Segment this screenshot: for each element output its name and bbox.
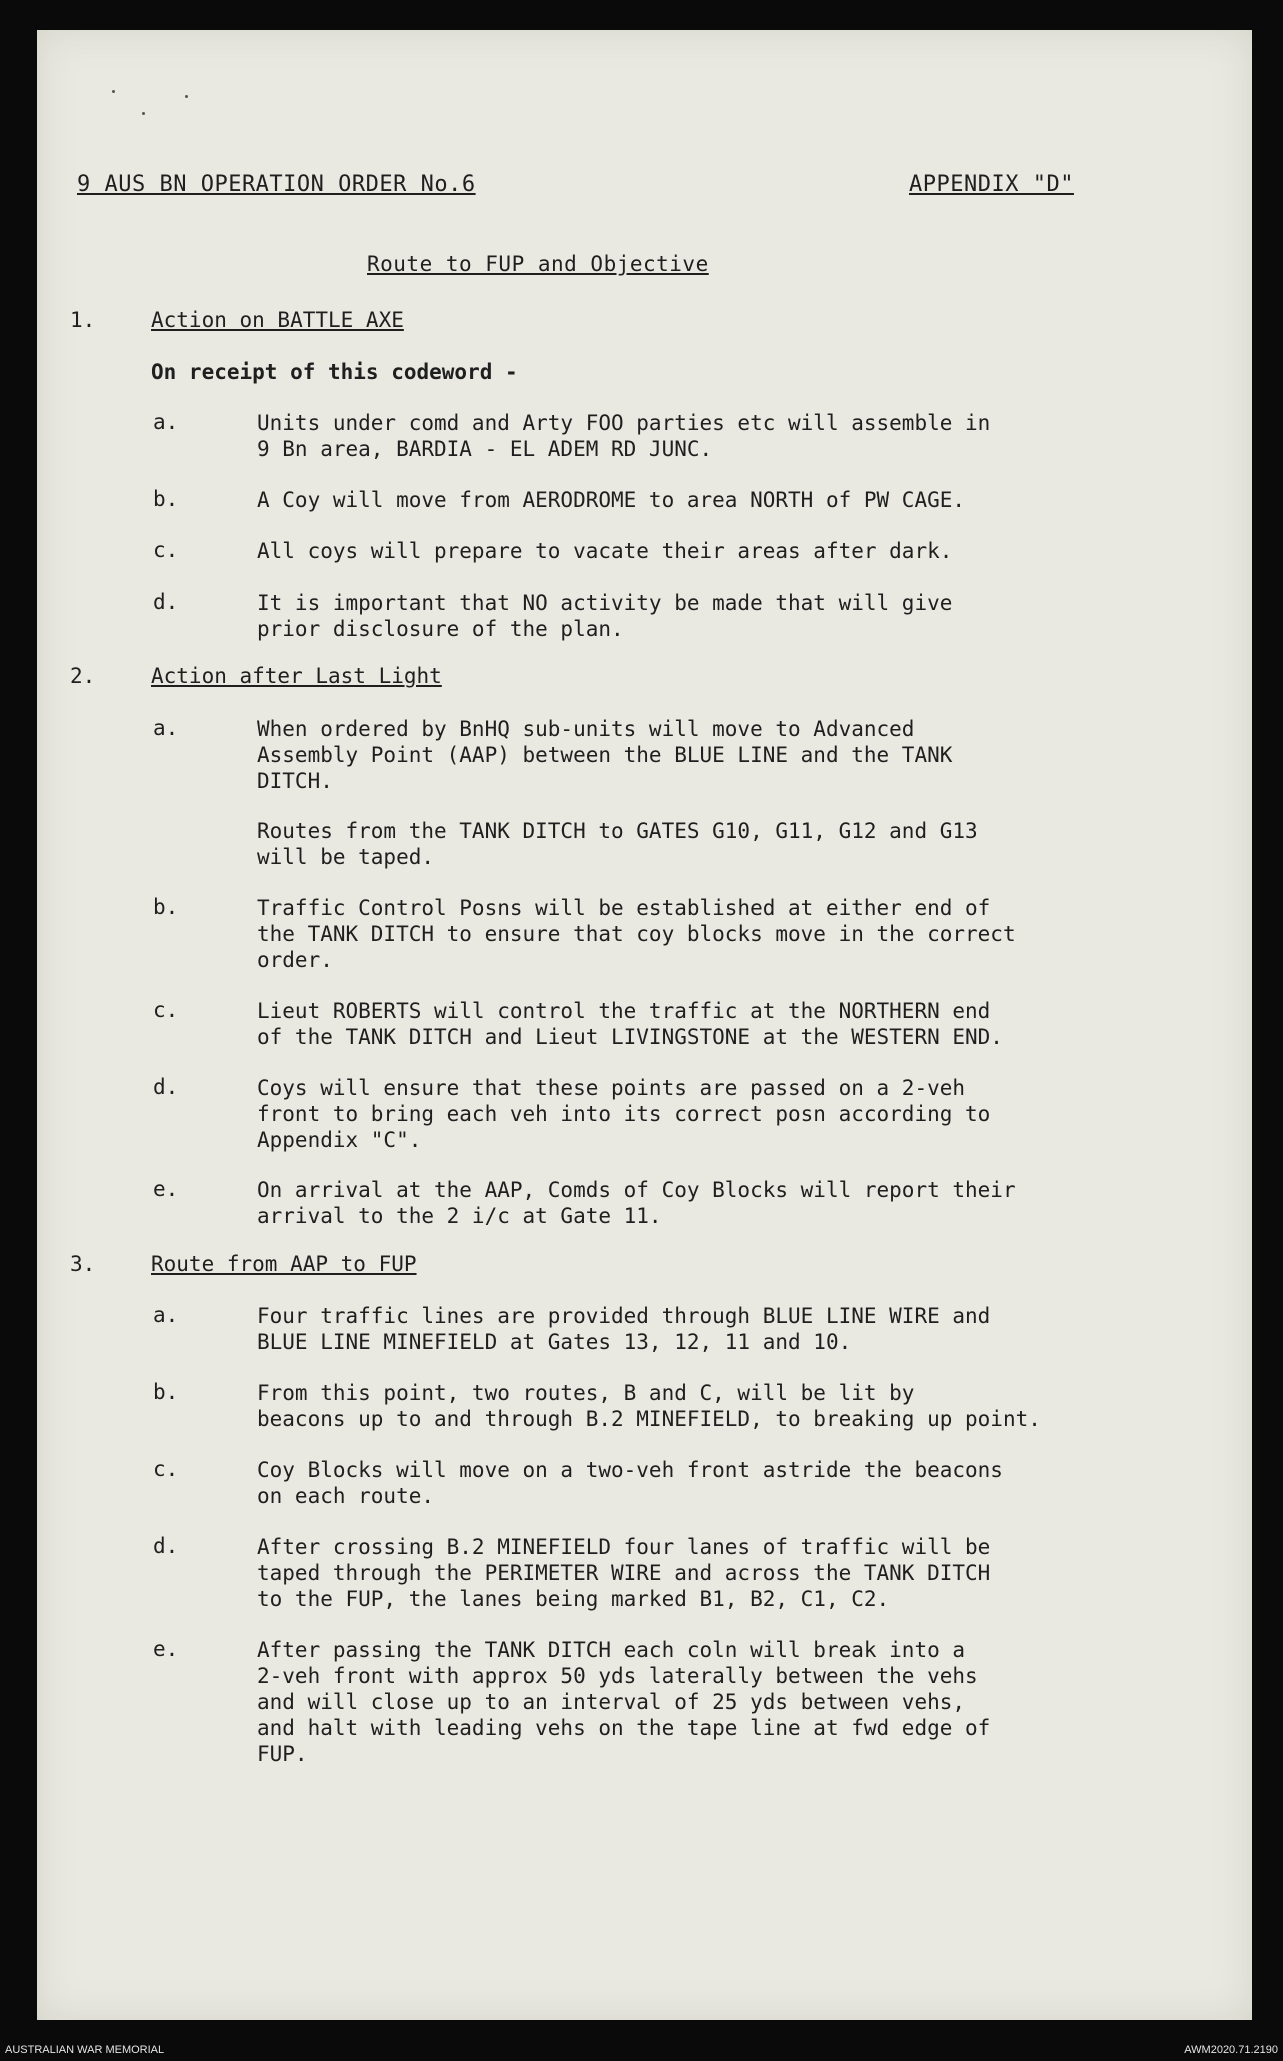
item-text: Coy Blocks will move on a two-veh front astride the beacons on each route. [257,1458,1003,1508]
item-text: It is important that NO activity be made that will give prior disclosure of the plan. [257,591,953,641]
item-letter: a. [153,1303,179,1327]
item-text: Traffic Control Posns will be established at either end of the TANK DITCH to ensure that coy blocks move in the correct order. [257,896,1016,972]
paper-speck [112,90,115,93]
item-letter: d. [153,590,179,614]
item-text: All coys will prepare to vacate their areas after dark. [257,539,953,563]
item-text: From this point, two routes, B and C, will be lit by beacons up to and through B.2 MINEFIELD, to breaking up point. [257,1381,1041,1431]
item-letter: c. [153,1457,179,1481]
document-title: Route to FUP and Objective [367,252,709,276]
archive-credit: AUSTRALIAN WAR MEMORIAL [5,2044,165,2056]
section-lead: On receipt of this codeword - [151,360,518,384]
item-letter: d. [153,1075,179,1099]
item-text: Four traffic lines are provided through BLUE LINE WIRE and BLUE LINE MINEFIELD at Gates 13, 12, 11 and 10. [257,1304,991,1354]
item-text: After crossing B.2 MINEFIELD four lanes of traffic will be taped through the PERIMETER WIRE and across the TANK DITCH to the FUP, the lanes being marked B1, B2, C1, C2. [257,1535,991,1611]
item-letter: b. [153,1380,179,1404]
paper-speck [185,95,188,98]
item-letter: c. [153,998,179,1022]
item-letter: a. [153,716,179,740]
section-heading: Action after Last Light [151,664,442,688]
item-text: After passing the TANK DITCH each coln will break into a 2-veh front with approx 50 yds laterally between the vehs and will close up to an interval of 25 yds between vehs, and halt with leading vehs on the tape line at fwd edge of FUP. [257,1638,991,1766]
section-number: 1. [70,308,96,332]
archive-reference: AWM2020.71.2190 [1184,2044,1278,2056]
item-letter: e. [153,1177,179,1201]
document-page [37,30,1252,2020]
section-heading: Route from AAP to FUP [151,1252,417,1276]
item-letter: c. [153,538,179,562]
item-letter: a. [153,410,179,434]
item-text: Coys will ensure that these points are passed on a 2-veh front to bring each veh into its correct posn according to Appendix "C". [257,1076,991,1152]
item-letter: b. [153,895,179,919]
order-title: 9 AUS BN OPERATION ORDER No.6 [77,172,476,197]
section-number: 3. [70,1252,96,1276]
appendix-label: APPENDIX "D" [909,172,1074,197]
item-letter: d. [153,1534,179,1558]
item-letter: b. [153,487,179,511]
section-number: 2. [70,664,96,688]
item-text: Units under comd and Arty FOO parties etc will assemble in 9 Bn area, BARDIA - EL ADEM RD JUNC. [257,411,991,461]
item-text: Lieut ROBERTS will control the traffic at the NORTHERN end of the TANK DITCH and Lieut LIVINGSTONE at the WESTERN END. [257,999,1003,1049]
section-heading: Action on BATTLE AXE [151,308,404,332]
item-text: Routes from the TANK DITCH to GATES G10, G11, G12 and G13 will be taped. [257,819,978,869]
item-text: On arrival at the AAP, Comds of Coy Blocks will report their arrival to the 2 i/c at Gate 11. [257,1178,1016,1228]
item-letter: e. [153,1637,179,1661]
item-text: When ordered by BnHQ sub-units will move to Advanced Assembly Point (AAP) between the BLUE LINE and the TANK DITCH. [257,717,953,793]
paper-speck [142,112,145,115]
item-text: A Coy will move from AERODROME to area NORTH of PW CAGE. [257,488,966,512]
